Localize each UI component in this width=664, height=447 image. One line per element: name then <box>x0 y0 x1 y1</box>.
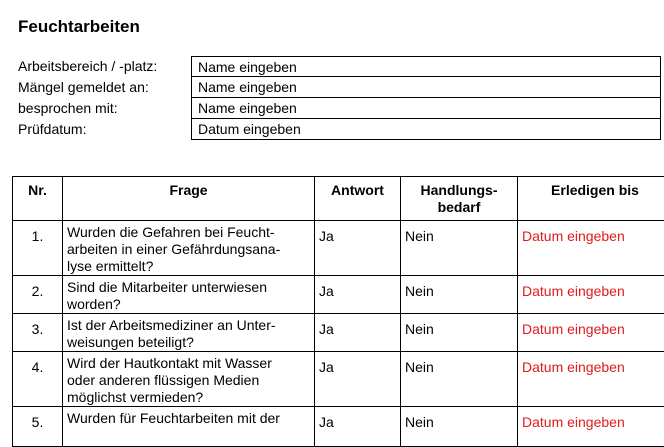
table-row <box>13 221 664 276</box>
row-handlungsbedarf[interactable]: Nein <box>401 221 518 276</box>
row-frage: Ist der Arbeitsmediziner an Unter- weisungen beteiligt? <box>63 314 315 352</box>
meta-label-besprochen: besprochen mit: <box>18 98 118 119</box>
meta-label-arbeitsbereich: Arbeitsbereich / -platz: <box>18 56 157 77</box>
pruefdatum-field[interactable]: Datum eingeben <box>191 119 661 140</box>
header-frage: Frage <box>63 177 315 221</box>
row-erledigen-bis[interactable]: Datum eingeben <box>518 276 664 314</box>
row-frage: Wurden die Gefahren bei Feucht- arbeiten in einer Gefährdungsana- lyse ermittelt? <box>63 221 315 276</box>
table-row <box>13 276 664 314</box>
table-row <box>13 407 664 447</box>
row-handlungsbedarf[interactable]: Nein <box>401 276 518 314</box>
row-erledigen-bis[interactable]: Datum eingeben <box>518 407 664 447</box>
row-erledigen-bis[interactable]: Datum eingeben <box>518 352 664 407</box>
question-table <box>12 176 664 447</box>
header-antwort: Antwort <box>315 177 401 221</box>
header-erledigen: Erledigen bis <box>518 177 664 221</box>
arbeitsbereich-field[interactable]: Name eingeben <box>191 56 661 77</box>
row-frage: Wird der Hautkontakt mit Wasser oder anderen flüssigen Medien möglichst vermieden? <box>63 352 315 407</box>
row-erledigen-bis[interactable]: Datum eingeben <box>518 314 664 352</box>
row-handlungsbedarf[interactable]: Nein <box>401 352 518 407</box>
row-handlungsbedarf[interactable]: Nein <box>401 407 518 447</box>
row-handlungsbedarf[interactable]: Nein <box>401 314 518 352</box>
row-nr: 4. <box>13 352 63 407</box>
row-nr: 1. <box>13 221 63 276</box>
row-frage: Sind die Mitarbeiter unterwiesen worden? <box>63 276 315 314</box>
header-handlungsbedarf <box>401 177 518 221</box>
row-antwort[interactable]: Ja <box>315 221 401 276</box>
row-antwort[interactable]: Ja <box>315 352 401 407</box>
row-antwort[interactable]: Ja <box>315 276 401 314</box>
row-antwort[interactable]: Ja <box>315 314 401 352</box>
page-title: Feuchtarbeiten <box>18 16 140 38</box>
meta-label-maengel: Mängel gemeldet an: <box>18 77 149 98</box>
row-erledigen-bis[interactable]: Datum eingeben <box>518 221 664 276</box>
header-nr: Nr. <box>13 177 63 221</box>
row-nr: 3. <box>13 314 63 352</box>
maengel-gemeldet-field[interactable]: Name eingeben <box>191 77 661 98</box>
header-handlungsbedarf-text: Handlungs- bedarf <box>421 182 498 215</box>
table-header-row <box>13 177 664 221</box>
row-nr: 5. <box>13 407 63 447</box>
besprochen-mit-field[interactable]: Name eingeben <box>191 98 661 119</box>
row-nr: 2. <box>13 276 63 314</box>
meta-label-pruefdatum: Prüfdatum: <box>18 119 86 140</box>
row-frage: Wurden für Feuchtarbeiten mit der <box>63 407 315 447</box>
row-antwort[interactable]: Ja <box>315 407 401 447</box>
table-row <box>13 352 664 407</box>
table-row <box>13 314 664 352</box>
